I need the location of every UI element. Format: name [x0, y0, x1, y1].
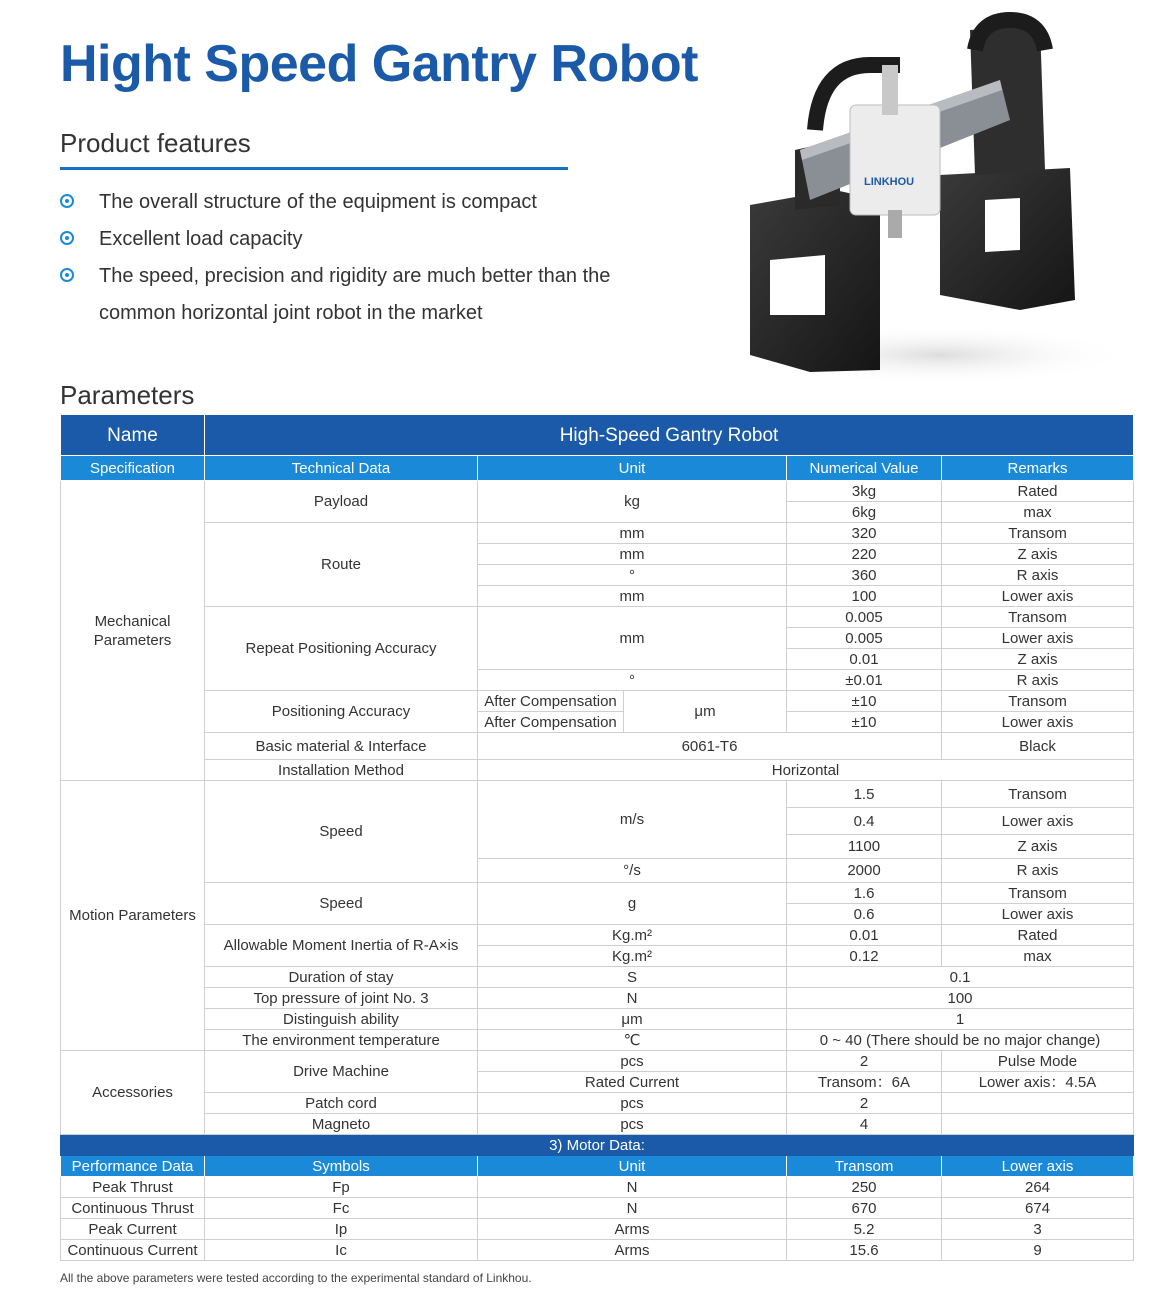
group-label: Accessories [61, 1051, 205, 1135]
table-row [61, 1219, 1134, 1240]
remark-cell: Rated [942, 925, 1134, 946]
unit-cell: μm [478, 1009, 787, 1030]
bullet-circle-icon [60, 194, 74, 208]
value-cell: 1100 [787, 835, 942, 859]
cell: Peak Current [61, 1219, 205, 1240]
group-label: Motion Parameters [61, 781, 205, 1051]
remark-cell: Rated [942, 481, 1134, 502]
table-row [61, 760, 1134, 781]
unit-cell: ° [478, 565, 787, 586]
name-label: Name [61, 415, 205, 456]
compensation-cell: After Compensation [478, 712, 624, 733]
table-row [61, 523, 1134, 544]
value-cell: 0.4 [787, 808, 942, 835]
table-row [61, 1051, 1134, 1072]
value-cell: 3kg [787, 481, 942, 502]
row-label: Route [205, 523, 478, 607]
value-cell: 1 [787, 1009, 1134, 1030]
features-list [60, 184, 619, 332]
remark-cell: Lower axis：4.5A [942, 1072, 1134, 1093]
row-label: The environment temperature [205, 1030, 478, 1051]
column-header: Lower axis [942, 1156, 1134, 1177]
bullet-circle-icon [60, 231, 74, 245]
remark-cell [942, 1093, 1134, 1114]
cell: Fc [205, 1198, 478, 1219]
value-cell: 2000 [787, 859, 942, 883]
column-header: Transom [787, 1156, 942, 1177]
table-row [61, 883, 1134, 904]
remark-cell: Z axis [942, 835, 1134, 859]
value-cell: 0.005 [787, 607, 942, 628]
unit-cell: Kg.m² [478, 946, 787, 967]
table-row [61, 1177, 1134, 1198]
column-header: Unit [478, 1156, 787, 1177]
row-label: Positioning Accuracy [205, 691, 478, 733]
cell: N [478, 1198, 787, 1219]
unit-cell: pcs [478, 1093, 787, 1114]
column-header: Numerical Value [787, 456, 942, 481]
value-cell: 0.01 [787, 925, 942, 946]
row-label: Duration of stay [205, 967, 478, 988]
bullet-circle-icon [60, 268, 74, 282]
remark-cell: R axis [942, 565, 1134, 586]
remark-cell: Black [942, 733, 1134, 760]
row-label: Basic material & Interface [205, 733, 478, 760]
remark-cell: Pulse Mode [942, 1051, 1134, 1072]
unit-cell: mm [478, 523, 787, 544]
remark-cell: Transom [942, 691, 1134, 712]
feature-item: The overall structure of the equipment is compact [60, 184, 619, 221]
value-cell: 1.6 [787, 883, 942, 904]
unit-cell: N [478, 988, 787, 1009]
motor-section-row [61, 1135, 1134, 1156]
remark-cell: Z axis [942, 544, 1134, 565]
value-cell: 6061-T6 [478, 733, 942, 760]
unit-cell: kg [478, 481, 787, 523]
unit-cell: pcs [478, 1114, 787, 1135]
motor-heading: 3) Motor Data: [61, 1135, 1134, 1156]
column-header: Symbols [205, 1156, 478, 1177]
feature-item: The speed, precision and rigidity are much better than the common horizontal joint robot in the market [60, 258, 619, 332]
table-row [61, 1009, 1134, 1030]
unit-cell: μm [624, 691, 787, 733]
value-cell: 4 [787, 1114, 942, 1135]
value-cell: 100 [787, 988, 1134, 1009]
remark-cell: Transom [942, 523, 1134, 544]
unit-cell: mm [478, 586, 787, 607]
table-row [61, 1114, 1134, 1135]
value-cell: 1.5 [787, 781, 942, 808]
table-row [61, 1240, 1134, 1261]
row-label: Magneto [205, 1114, 478, 1135]
value-cell: 0.6 [787, 904, 942, 925]
remark-cell: Lower axis [942, 712, 1134, 733]
cell: Ic [205, 1240, 478, 1261]
unit-cell: S [478, 967, 787, 988]
unit-cell: mm [478, 607, 787, 670]
table-row [61, 481, 1134, 502]
parameters-table [60, 414, 1134, 1261]
row-label: Distinguish ability [205, 1009, 478, 1030]
unit-cell: pcs [478, 1051, 787, 1072]
remark-cell: Z axis [942, 649, 1134, 670]
unit-cell: °/s [478, 859, 787, 883]
value-cell: 360 [787, 565, 942, 586]
cell: 264 [942, 1177, 1134, 1198]
footnote: All the above parameters were tested according to the experimental standard of Linkhou. [60, 1271, 532, 1285]
table-row [61, 691, 1134, 712]
table-row [61, 1030, 1134, 1051]
features-underline [60, 167, 568, 170]
cell: 670 [787, 1198, 942, 1219]
cell: Continuous Current [61, 1240, 205, 1261]
cell: Ip [205, 1219, 478, 1240]
value-cell: ±10 [787, 691, 942, 712]
remark-cell: R axis [942, 670, 1134, 691]
value-cell: 0.12 [787, 946, 942, 967]
compensation-cell: After Compensation [478, 691, 624, 712]
cell: 5.2 [787, 1219, 942, 1240]
value-cell: 6kg [787, 502, 942, 523]
column-header: Technical Data [205, 456, 478, 481]
remark-cell: max [942, 946, 1134, 967]
unit-cell: g [478, 883, 787, 925]
value-cell: 2 [787, 1093, 942, 1114]
row-label: Allowable Moment Inertia of R-A×is [205, 925, 478, 967]
row-label: Speed [205, 781, 478, 883]
value-cell: 2 [787, 1051, 942, 1072]
feature-item: Excellent load capacity [60, 221, 619, 258]
row-label: Speed [205, 883, 478, 925]
unit-cell: Kg.m² [478, 925, 787, 946]
remark-cell: Transom [942, 781, 1134, 808]
remark-cell: Transom [942, 883, 1134, 904]
row-label: Top pressure of joint No. 3 [205, 988, 478, 1009]
row-label: Drive Machine [205, 1051, 478, 1093]
remark-cell: Lower axis [942, 808, 1134, 835]
value-cell: 0 ~ 40 (There should be no major change) [787, 1030, 1134, 1051]
remark-cell: Lower axis [942, 586, 1134, 607]
cell: 15.6 [787, 1240, 942, 1261]
remark-cell: Transom [942, 607, 1134, 628]
value-cell: 0.01 [787, 649, 942, 670]
unit-cell: ℃ [478, 1030, 787, 1051]
cell: Peak Thrust [61, 1177, 205, 1198]
remark-cell: Lower axis [942, 904, 1134, 925]
row-label: Repeat Positioning Accuracy [205, 607, 478, 691]
cell: Arms [478, 1219, 787, 1240]
cell: Arms [478, 1240, 787, 1261]
gantry-robot-image [740, 10, 1150, 390]
table-row [61, 733, 1134, 760]
value-cell: ±10 [787, 712, 942, 733]
table-header-row [61, 456, 1134, 481]
column-header: Specification [61, 456, 205, 481]
value-cell: 0.1 [787, 967, 1134, 988]
value-cell: Horizontal [478, 760, 1134, 781]
group-label: Mechanical Parameters [61, 481, 205, 781]
value-cell: 220 [787, 544, 942, 565]
value-cell: 100 [787, 586, 942, 607]
cell: N [478, 1177, 787, 1198]
row-label: Payload [205, 481, 478, 523]
robot-brand-label: LINKHOU [864, 176, 915, 188]
column-header: Unit [478, 456, 787, 481]
product-name: High-Speed Gantry Robot [205, 415, 1134, 456]
cell: 9 [942, 1240, 1134, 1261]
table-row [61, 781, 1134, 808]
page-title: Hight Speed Gantry Robot [60, 35, 698, 93]
cell: Fp [205, 1177, 478, 1198]
row-label: Patch cord [205, 1093, 478, 1114]
cell: 3 [942, 1219, 1134, 1240]
remark-cell: Lower axis [942, 628, 1134, 649]
remark-cell: max [942, 502, 1134, 523]
table-row [61, 1198, 1134, 1219]
unit-cell: mm [478, 544, 787, 565]
cell: Continuous Thrust [61, 1198, 205, 1219]
table-row [61, 1093, 1134, 1114]
value-cell: Transom：6A [787, 1072, 942, 1093]
cell: 250 [787, 1177, 942, 1198]
features-heading: Product features [60, 128, 251, 158]
column-header: Performance Data [61, 1156, 205, 1177]
unit-cell: ° [478, 670, 787, 691]
parameters-heading: Parameters [60, 380, 195, 410]
table-title-row [61, 415, 1134, 456]
table-row [61, 607, 1134, 628]
remark-cell: R axis [942, 859, 1134, 883]
row-label: Installation Method [205, 760, 478, 781]
table-row [61, 925, 1134, 946]
value-cell: 0.005 [787, 628, 942, 649]
value-cell: ±0.01 [787, 670, 942, 691]
unit-cell: Rated Current [478, 1072, 787, 1093]
remark-cell [942, 1114, 1134, 1135]
table-row [61, 967, 1134, 988]
value-cell: 320 [787, 523, 942, 544]
column-header: Remarks [942, 456, 1134, 481]
motor-header-row [61, 1156, 1134, 1177]
table-row [61, 988, 1134, 1009]
cell: 674 [942, 1198, 1134, 1219]
unit-cell: m/s [478, 781, 787, 859]
